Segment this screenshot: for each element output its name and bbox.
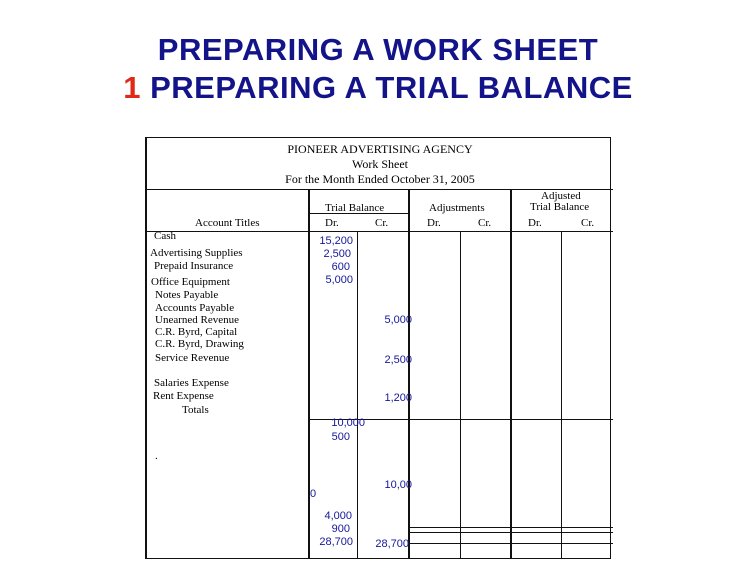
tb-cr-header: Cr. [375,217,389,229]
tb-debit-amount: 600 [331,261,350,273]
account-title: Prepaid Insurance [154,260,234,272]
account-title: Advertising Supplies [150,247,243,259]
col-divider-tb [357,231,358,559]
adjusted-tb-header-2: Trial Balance [530,201,590,213]
tb-debit-amount: 5,000 [325,274,353,286]
account-title: Unearned Revenue [155,314,239,326]
stray-mark: . [155,450,158,462]
account-title: Cash [154,230,176,242]
column-header-rule [147,231,613,232]
tb-debit-amount: 10,000 [331,417,365,429]
account-title: C.R. Byrd, Capital [155,326,238,338]
tb-debit-amount: 900 [331,523,350,535]
tb-debit-total: 28,700 [319,536,353,548]
tb-credit-amount: 10,00 [384,479,412,491]
step-title: PREPARING A TRIAL BALANCE [150,70,633,105]
tb-credit-amount: 5,000 [384,314,412,326]
atb-dr-header: Dr. [528,217,542,229]
tb-debit-amount: 4,000 [324,510,352,522]
tb-dr-header: Dr. [325,217,339,229]
worksheet [145,137,611,559]
company-name: PIONEER ADVERTISING AGENCY [287,142,473,156]
slide-title-line-2 [0,70,756,106]
col-divider-atb-mid [561,231,562,559]
tb-debit-amount: 500 [331,431,350,443]
tb-debit-amount: 15,200 [319,235,353,247]
adj-cr-header: Cr. [478,217,492,229]
adjusted-tb-header-1: Adjusted [541,190,581,202]
step-number: 1 [123,70,141,105]
worksheet-title: Work Sheet [351,157,409,171]
trial-balance-header: Trial Balance [325,202,385,214]
tb-credit-amount: 2,500 [384,354,412,366]
adj-dr-header: Dr. [427,217,441,229]
totals-label: Totals [182,404,209,416]
col-divider-atb [510,189,512,559]
col-divider-adj-mid [460,231,461,559]
adjustments-header: Adjustments [429,202,485,214]
tb-credit-amount: 1,200 [384,392,412,404]
account-title: Service Revenue [155,352,230,364]
account-title: Office Equipment [151,276,230,288]
slide-title-line-1: PREPARING A WORK SHEET [157,32,599,67]
worksheet-period: For the Month Ended October 31, 2005 [285,172,475,186]
atb-cr-header: Cr. [581,217,595,229]
tb-debit-amount: 2,500 [323,248,351,260]
account-title: Salaries Expense [154,377,229,389]
account-title: C.R. Byrd, Drawing [155,338,244,350]
tb-credit-total: 28,700 [375,538,409,550]
tb-debit-amount: 0 [310,488,317,500]
account-titles-header: Account Titles [195,217,260,229]
col-divider-adj [408,189,410,559]
account-title: Accounts Payable [155,302,235,314]
account-title: Rent Expense [153,390,214,402]
account-title: Notes Payable [155,289,219,301]
